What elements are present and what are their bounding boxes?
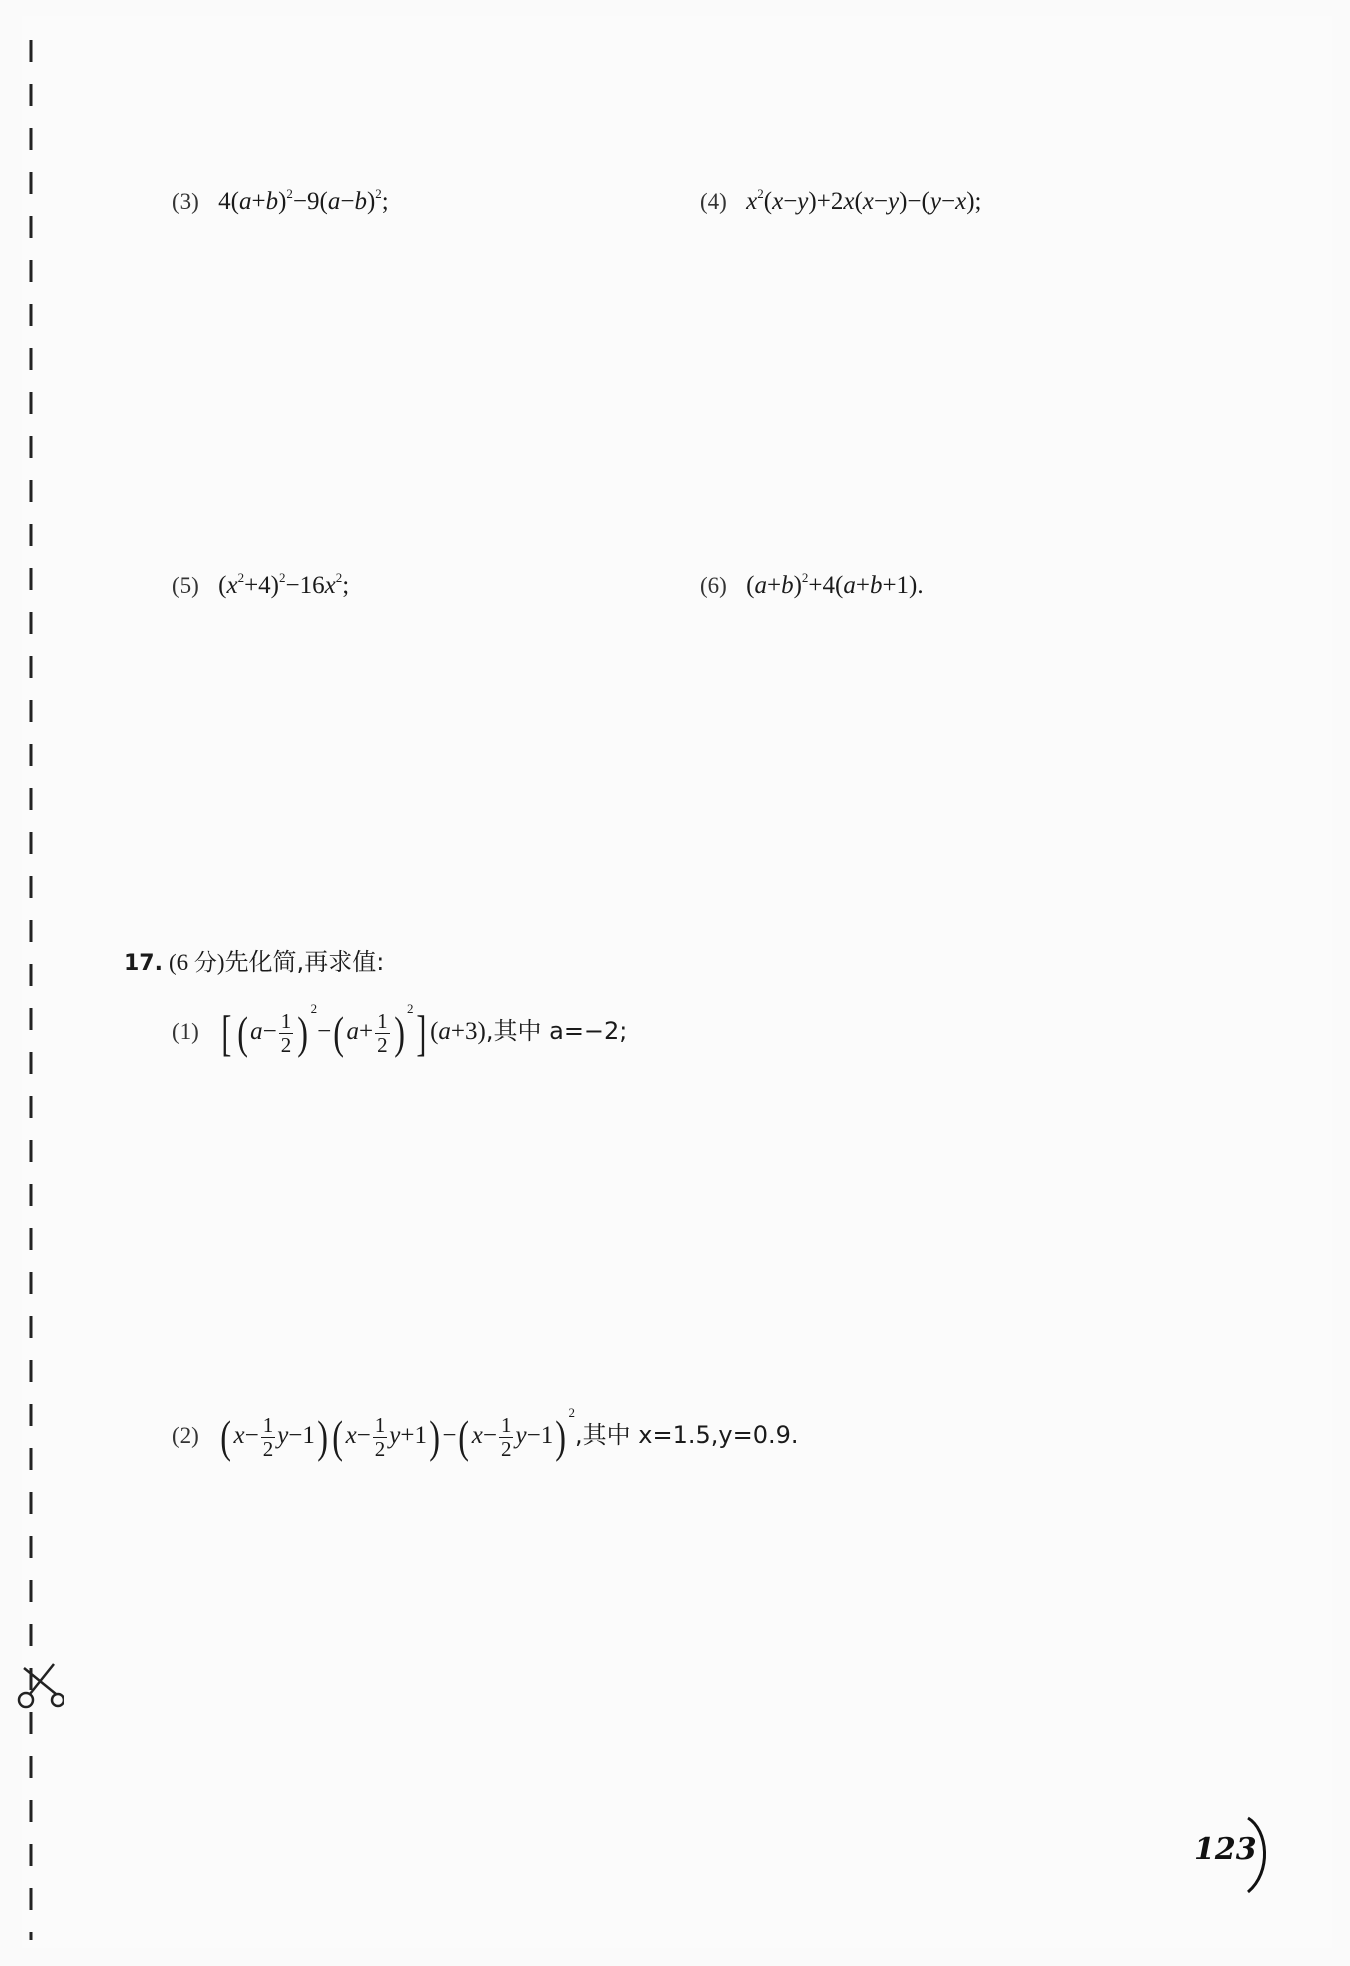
problem-6-expression: $(a+b)^2+4(a+b+1)$. — [746, 570, 924, 599]
question-17-heading — [124, 946, 384, 980]
problem-3 — [172, 184, 389, 219]
problem-5 — [172, 568, 349, 603]
part-2-label: (2) — [172, 1423, 199, 1448]
dashed-cut-line — [28, 40, 34, 1940]
scissors-icon — [14, 1660, 64, 1710]
part-1-condition: ,其中 a=−2; — [485, 1017, 628, 1045]
question-17-points: (6 分) — [168, 950, 225, 975]
problem-3-label: (3) — [172, 189, 199, 214]
problem-4 — [700, 184, 981, 219]
part-1-expression: [ (a− $\frac{1}{2}$ ) $^2$−(a+ $\frac{1}{2}$ ) $^2$] (a+3) — [221, 1001, 486, 1062]
problem-4-label: (4) — [700, 189, 727, 214]
question-17-instruction: 先化简,再求值: — [224, 948, 385, 976]
part-2-expression: (x− $\frac{1}{2}$ y−1)(x− $\frac{1}{2}$ y+1)−(x− $\frac{1}{2}$ y−1) $^2$ — [220, 1405, 576, 1463]
question-17-part-2 — [172, 1404, 799, 1461]
problem-6 — [700, 568, 924, 603]
problem-6-label: (6) — [700, 573, 727, 598]
problem-5-expression: $(x^2+4)^2-16x^2$; — [218, 570, 350, 599]
question-17-part-1 — [172, 1000, 628, 1062]
part-2-condition: ,其中 x=1.5,y=0.9. — [575, 1421, 799, 1449]
page-number: 123 — [1194, 1832, 1257, 1867]
problem-5-label: (5) — [172, 573, 199, 598]
worksheet-page — [22, 16, 1332, 1948]
part-1-label: (1) — [172, 1019, 199, 1044]
problem-3-expression: $4(a+b)^2-9(a-b)^2$; — [218, 186, 389, 215]
page-number-badge — [1176, 1810, 1276, 1900]
question-17-number: 17. — [124, 951, 163, 976]
problem-4-expression: $x^2(x-y)+2x(x-y)-(y-x)$; — [746, 186, 982, 215]
